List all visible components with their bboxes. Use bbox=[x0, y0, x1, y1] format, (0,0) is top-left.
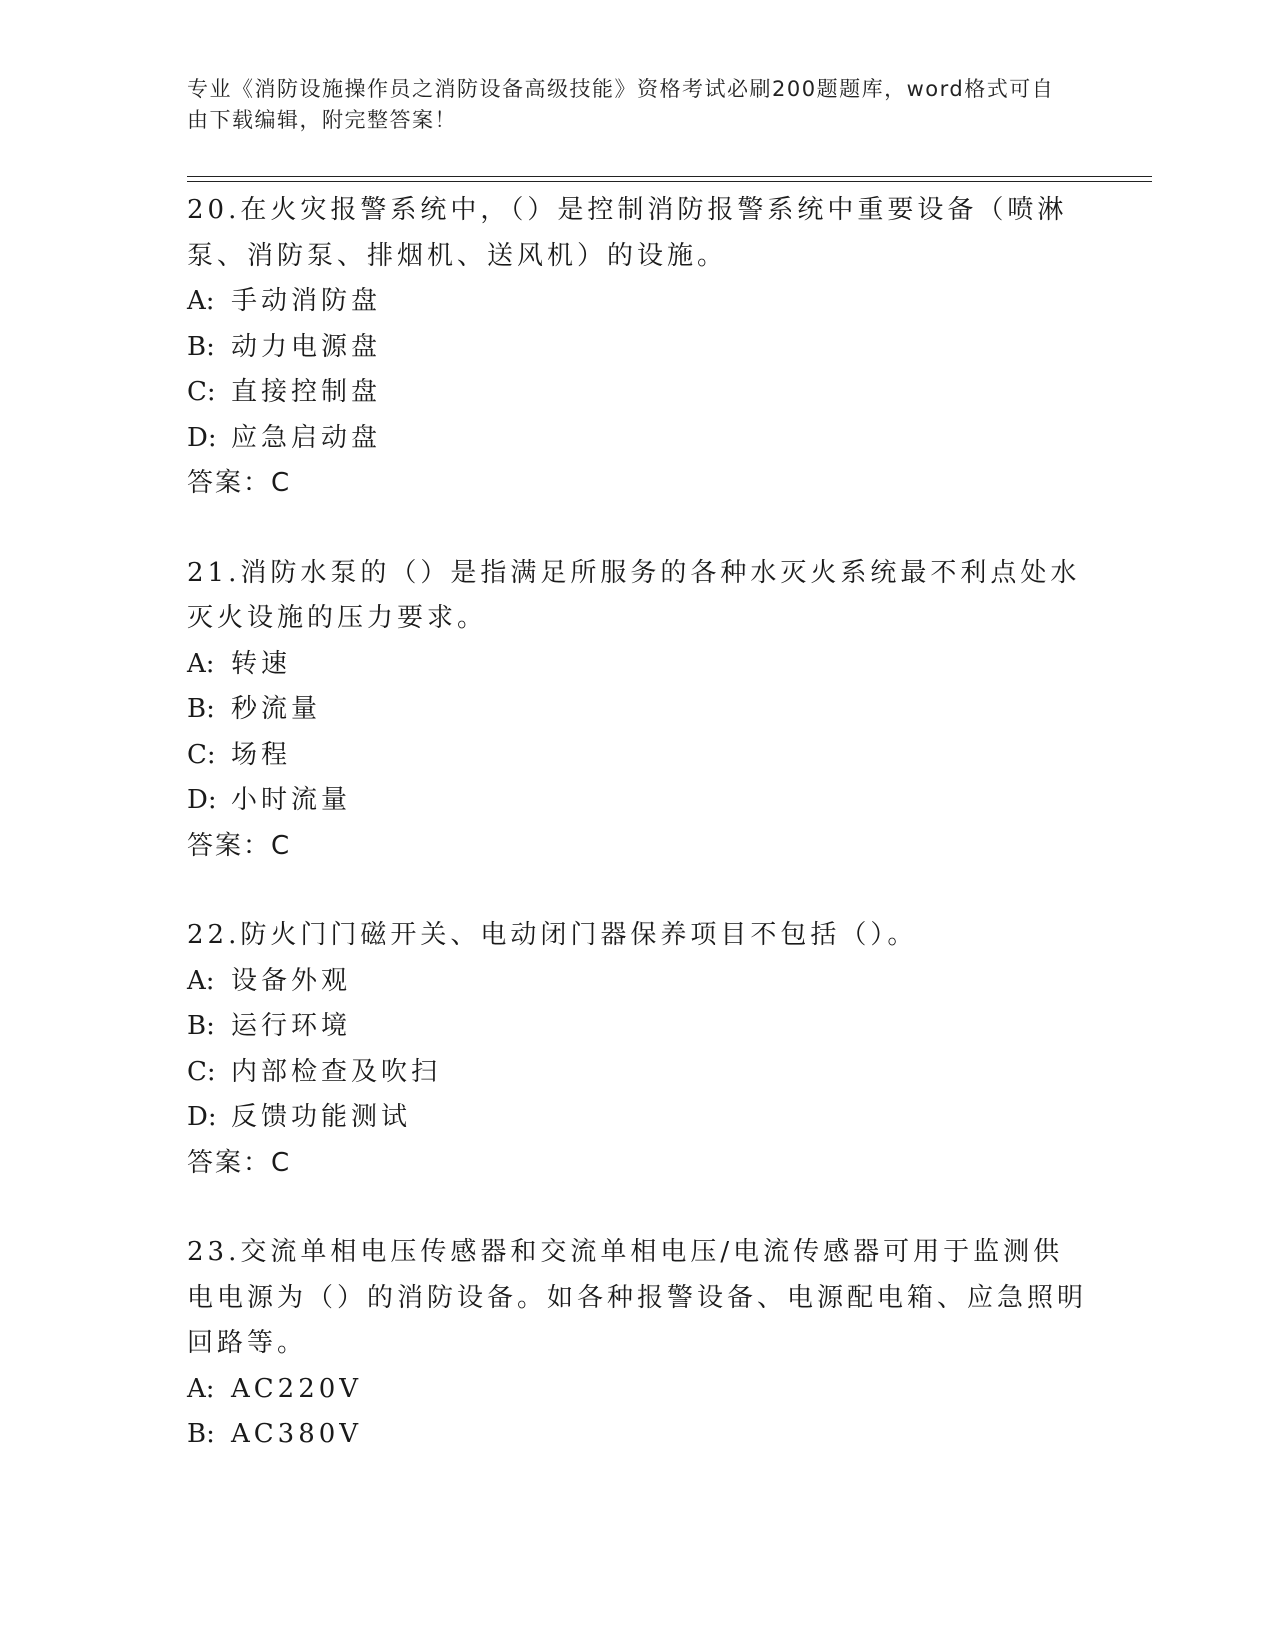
header-divider-bottom bbox=[187, 181, 1152, 182]
option-text: 秒流量 bbox=[231, 694, 322, 724]
option-letter: A: bbox=[187, 1373, 215, 1404]
option-text: 内部检查及吹扫 bbox=[231, 1056, 442, 1087]
option-letter: B: bbox=[187, 331, 215, 362]
question-spacer bbox=[187, 507, 1087, 551]
header-divider-top bbox=[187, 176, 1152, 177]
option-d bbox=[187, 1095, 1087, 1141]
option-a bbox=[187, 1367, 1087, 1413]
question-20 bbox=[187, 188, 1087, 507]
option-text: 场程 bbox=[231, 739, 292, 770]
option-b bbox=[187, 325, 1087, 371]
option-letter: D: bbox=[187, 422, 217, 453]
option-text: 转速 bbox=[231, 648, 292, 679]
option-letter: A: bbox=[187, 648, 215, 679]
option-text: 设备外观 bbox=[231, 965, 352, 996]
question-stem: 22.防火门门磁开关、电动闭门器保养项目不包括（）。 bbox=[187, 920, 918, 950]
option-a bbox=[187, 959, 1087, 1005]
option-letter: C: bbox=[187, 377, 216, 407]
option-c bbox=[187, 733, 1087, 779]
answer-line: 答案：C bbox=[187, 830, 292, 861]
option-text: 反馈功能测试 bbox=[231, 1102, 412, 1132]
option-text: 动力电源盘 bbox=[231, 331, 382, 362]
option-b bbox=[187, 687, 1087, 733]
answer-line: 答案：C bbox=[187, 468, 292, 498]
option-letter: A: bbox=[187, 286, 215, 316]
option-c bbox=[187, 370, 1087, 416]
option-d bbox=[187, 778, 1087, 824]
question-23 bbox=[187, 1230, 1087, 1458]
question-stem: 23.交流单相电压传感器和交流单相电压/电流传感器可用于监测供电电源为（）的消防设备。如各种报警设备、电源配电箱、应急照明回路等。 bbox=[187, 1237, 1088, 1358]
option-letter: C: bbox=[187, 739, 216, 770]
question-stem: 21.消防水泵的（）是指满足所服务的各种水灭火系统最不利点处水灭火设施的压力要求。 bbox=[187, 557, 1081, 633]
option-text: 应急启动盘 bbox=[231, 422, 382, 453]
option-text: AC220V bbox=[231, 1373, 363, 1404]
option-letter: D: bbox=[187, 1102, 217, 1132]
option-letter: D: bbox=[187, 785, 217, 815]
option-letter: B: bbox=[187, 694, 215, 724]
option-b bbox=[187, 1412, 1087, 1458]
option-a bbox=[187, 279, 1087, 325]
question-21 bbox=[187, 551, 1087, 870]
option-text: AC380V bbox=[231, 1419, 363, 1449]
question-stem: 20.在火灾报警系统中，（）是控制消防报警系统中重要设备（喷淋泵、消防泵、排烟机、送风机）的设施。 bbox=[187, 195, 1068, 271]
option-a bbox=[187, 642, 1087, 688]
question-spacer bbox=[187, 1186, 1087, 1230]
option-text: 手动消防盘 bbox=[231, 286, 382, 316]
option-letter: B: bbox=[187, 1419, 215, 1449]
option-b bbox=[187, 1004, 1087, 1050]
question-spacer bbox=[187, 869, 1087, 913]
question-list bbox=[187, 188, 1087, 1458]
option-c bbox=[187, 1050, 1087, 1096]
option-text: 小时流量 bbox=[231, 785, 352, 815]
answer-line: 答案：C bbox=[187, 1147, 292, 1178]
option-text: 运行环境 bbox=[231, 1011, 352, 1041]
option-letter: C: bbox=[187, 1056, 216, 1087]
option-d bbox=[187, 416, 1087, 462]
option-text: 直接控制盘 bbox=[231, 377, 382, 407]
option-letter: B: bbox=[187, 1011, 215, 1041]
option-letter: A: bbox=[187, 965, 215, 996]
document-header: 专业《消防设施操作员之消防设备高级技能》资格考试必刷200题题库，word格式可自由下载编辑，附完整答案！ bbox=[187, 77, 1055, 132]
question-22 bbox=[187, 913, 1087, 1186]
